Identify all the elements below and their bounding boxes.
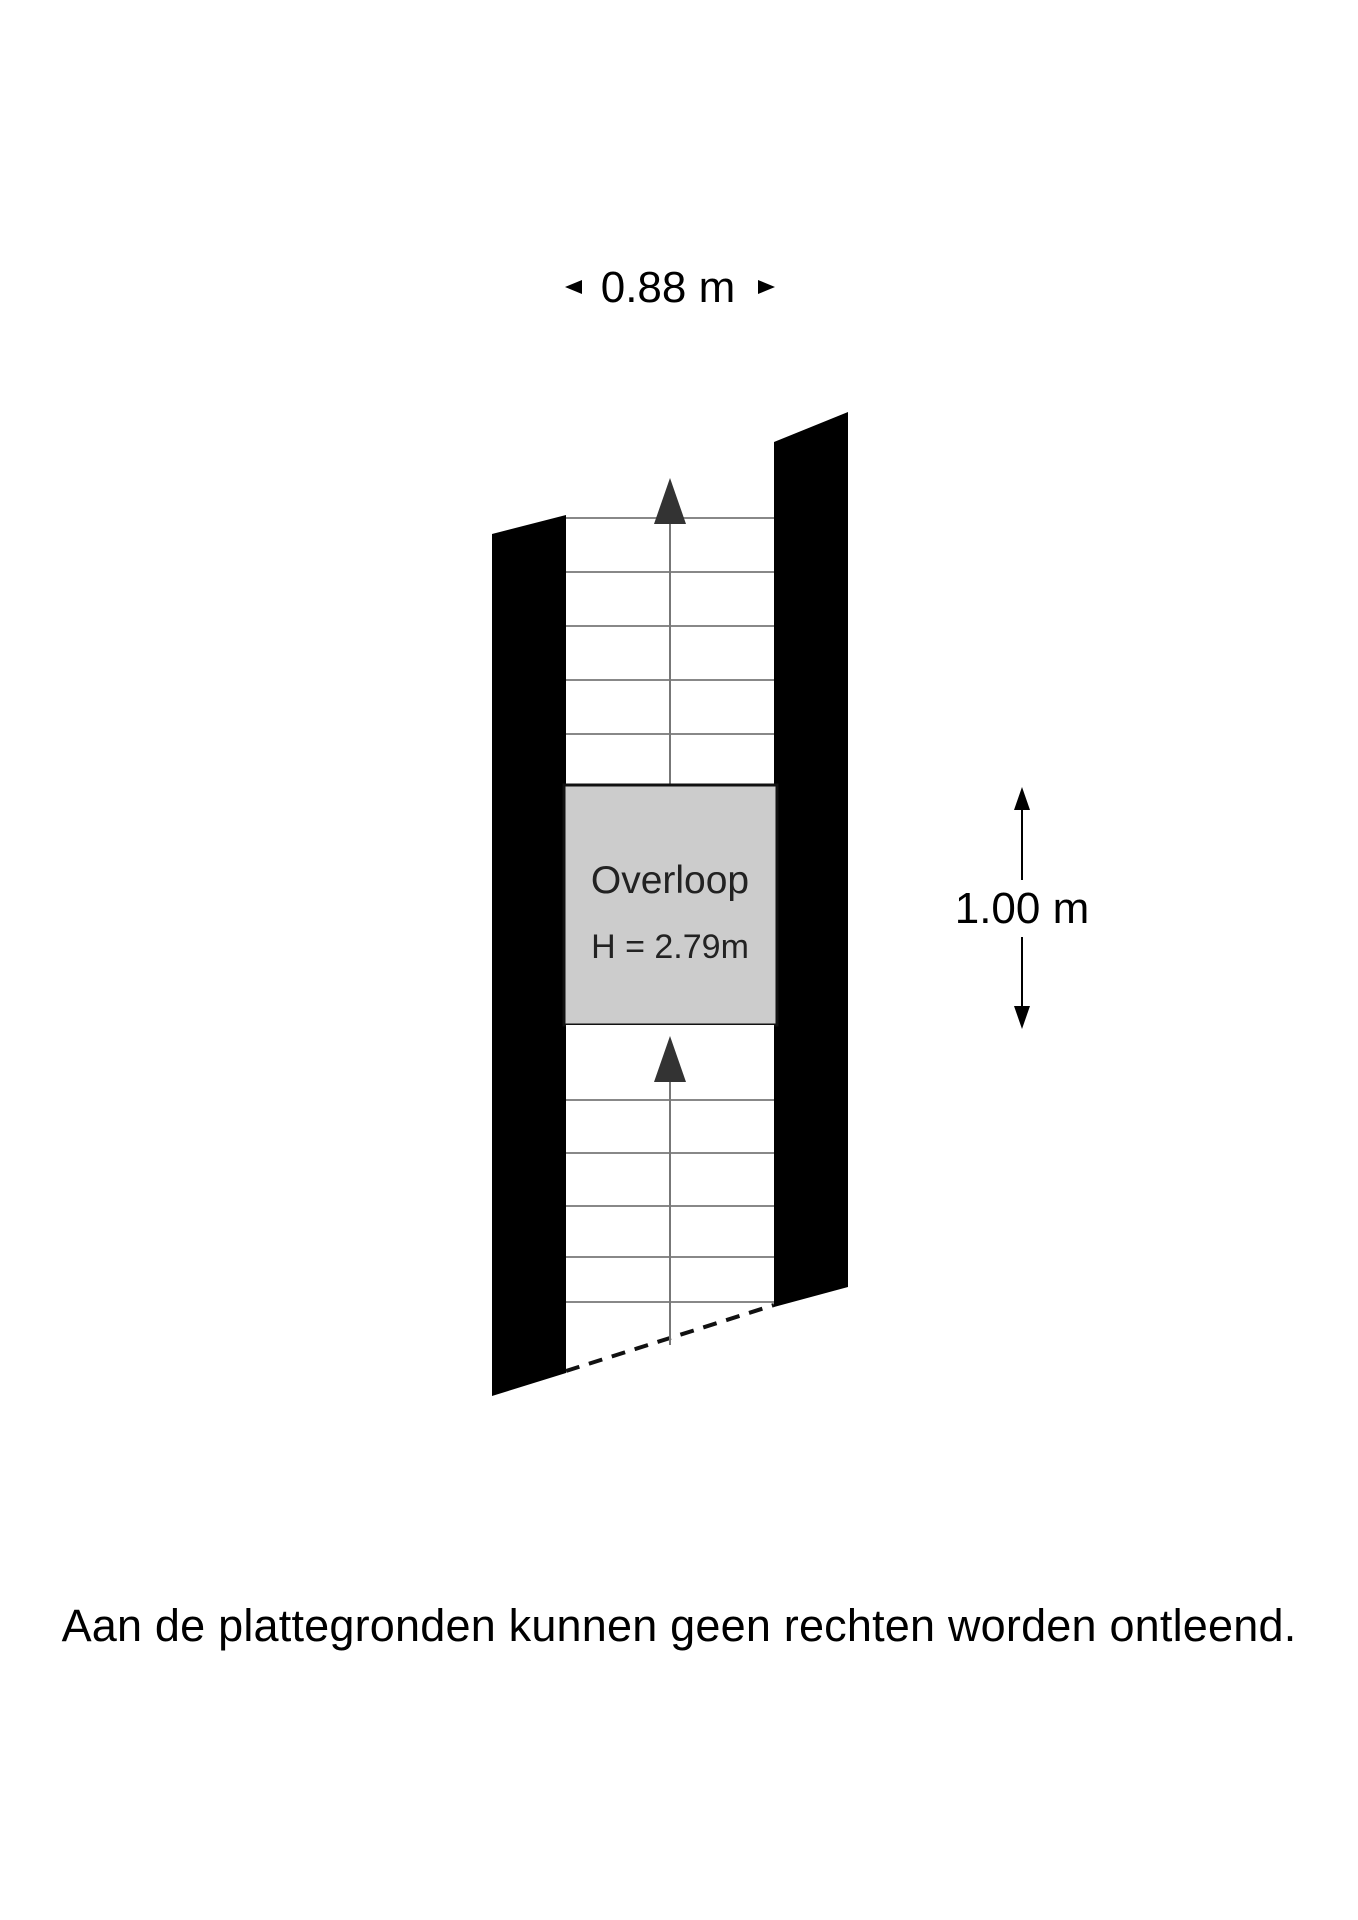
- room-name: Overloop: [590, 859, 750, 902]
- upper-stair-flight: [566, 442, 774, 785]
- right-wall: [774, 412, 848, 1307]
- arrow-up-icon: [1014, 787, 1030, 810]
- left-wall: [492, 515, 566, 1396]
- arrow-down-icon: [1014, 1006, 1030, 1029]
- height-dimension: [955, 787, 1090, 1029]
- room-height: H = 2.79m: [591, 928, 749, 966]
- width-dimension: [565, 263, 775, 312]
- arrow-left-icon: [565, 280, 582, 294]
- disclaimer-text: Aan de plattegronden kunnen geen rechten worden ontleend.: [61, 1600, 1297, 1651]
- arrow-right-icon: [758, 280, 775, 294]
- lower-stair-flight: [566, 1025, 774, 1373]
- landing-room: [564, 785, 777, 1025]
- width-dimension-label: 0.88 m: [600, 263, 736, 312]
- landing-area: [564, 785, 777, 1025]
- height-dimension-label: 1.00 m: [954, 884, 1090, 933]
